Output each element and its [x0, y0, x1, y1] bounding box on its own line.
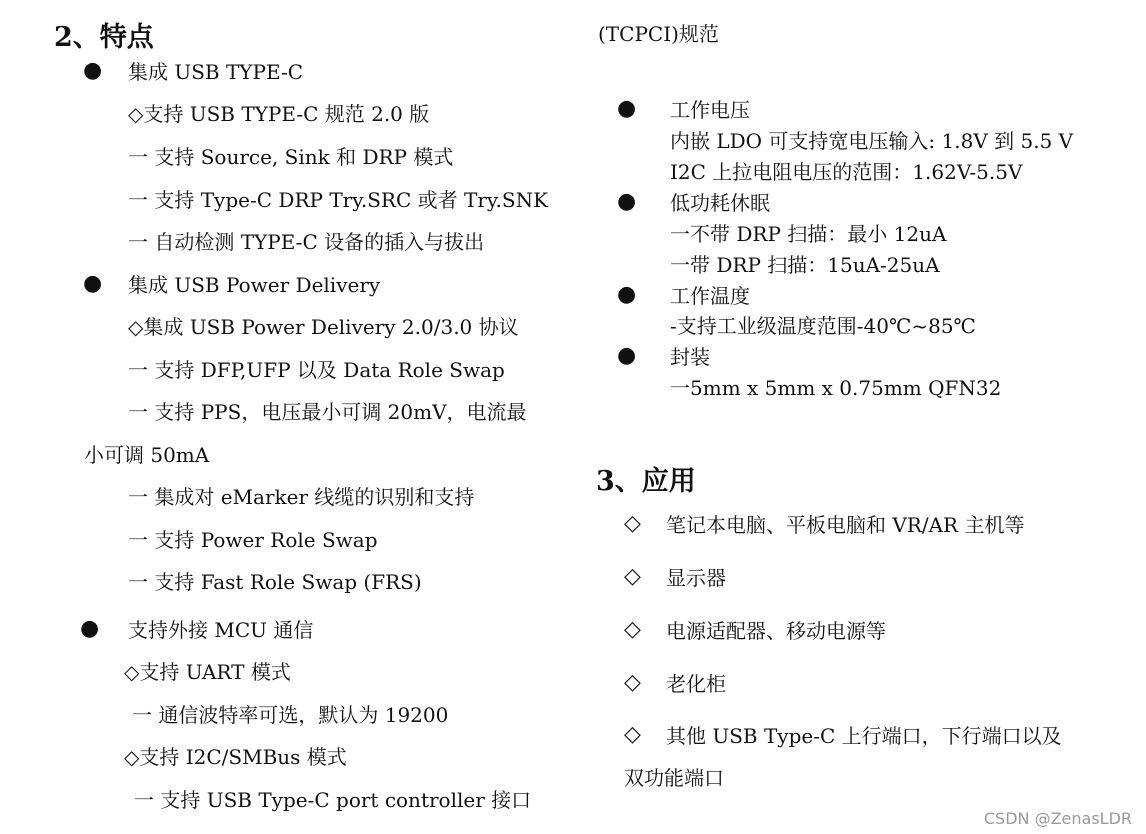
feature-line: 集成 USB Power Delivery	[128, 273, 381, 297]
feature-line: 内嵌 LDO 可支持宽电压输入: 1.8V 到 5.5 V	[670, 129, 1074, 153]
feature-line: 低功耗休眠	[670, 191, 770, 215]
feature-line: 一 支持 USB Type-C port controller 接口	[134, 788, 532, 812]
feature-line: 集成 USB TYPE-C	[128, 60, 303, 84]
diamond-icon: ◇	[624, 722, 641, 747]
diamond-icon: ◇	[624, 617, 641, 642]
feature-line: 工作电压	[670, 98, 750, 122]
bullet-icon: ●	[83, 58, 103, 83]
feature-line: 一 支持 DFP,UFP 以及 Data Role Swap	[128, 358, 505, 382]
feature-line: 一 通信波特率可选，默认为 19200	[132, 703, 449, 727]
feature-line: 工作温度	[670, 284, 750, 308]
bullet-icon: ●	[617, 343, 637, 368]
feature-line: 一 支持 Type-C DRP Try.SRC 或者 Try.SNK	[128, 188, 549, 212]
feature-line: 封装	[670, 345, 710, 369]
feature-line: 一 自动检测 TYPE-C 设备的插入与拔出	[128, 230, 485, 254]
feature-line: 一不带 DRP 扫描：最小 12uA	[670, 222, 947, 246]
application-item: 其他 USB Type-C 上行端口，下行端口以及	[666, 724, 1062, 748]
feature-line: 一 支持 Power Role Swap	[128, 528, 378, 552]
feature-line: 一 集成对 eMarker 线缆的识别和支持	[128, 485, 475, 509]
feature-line: 一5mm x 5mm x 0.75mm QFN32	[670, 376, 1002, 400]
feature-line: 一 支持 Source, Sink 和 DRP 模式	[128, 145, 454, 169]
feature-line: I2C 上拉电阻电压的范围：1.62V-5.5V	[670, 160, 1023, 184]
feature-line: ◇支持 USB TYPE-C 规范 2.0 版	[128, 102, 430, 126]
feature-line: 一带 DRP 扫描：15uA-25uA	[670, 253, 940, 277]
bullet-icon: ●	[617, 189, 637, 214]
application-item: 显示器	[666, 566, 726, 590]
section-heading-features: 2、特点	[54, 22, 154, 53]
feature-line: ◇集成 USB Power Delivery 2.0/3.0 协议	[128, 315, 519, 339]
feature-line: 支持外接 MCU 通信	[128, 618, 314, 642]
bullet-icon: ●	[617, 96, 637, 121]
bullet-icon: ●	[617, 282, 637, 307]
watermark: CSDN @ZenasLDR	[983, 809, 1132, 828]
bullet-icon: ●	[80, 616, 100, 641]
application-item: 笔记本电脑、平板电脑和 VR/AR 主机等	[666, 513, 1025, 537]
feature-line: 一 支持 PPS，电压最小可调 20mV，电流最	[128, 400, 527, 424]
bullet-icon: ●	[83, 271, 103, 296]
application-item: 双功能端口	[624, 766, 724, 790]
feature-line: ◇支持 UART 模式	[124, 660, 291, 684]
feature-line: (TCPCI)规范	[598, 22, 719, 46]
diamond-icon: ◇	[624, 511, 641, 536]
diamond-icon: ◇	[624, 670, 641, 695]
diamond-icon: ◇	[624, 564, 641, 589]
application-item: 电源适配器、移动电源等	[666, 619, 886, 643]
feature-line: 一 支持 Fast Role Swap (FRS)	[128, 570, 422, 594]
section-heading-applications: 3、应用	[596, 466, 696, 497]
feature-line: 小可调 50mA	[84, 443, 210, 467]
feature-line: -支持工业级温度范围-40℃~85℃	[670, 314, 976, 338]
application-item: 老化柜	[666, 672, 726, 696]
feature-line: ◇支持 I2C/SMBus 模式	[124, 745, 347, 769]
